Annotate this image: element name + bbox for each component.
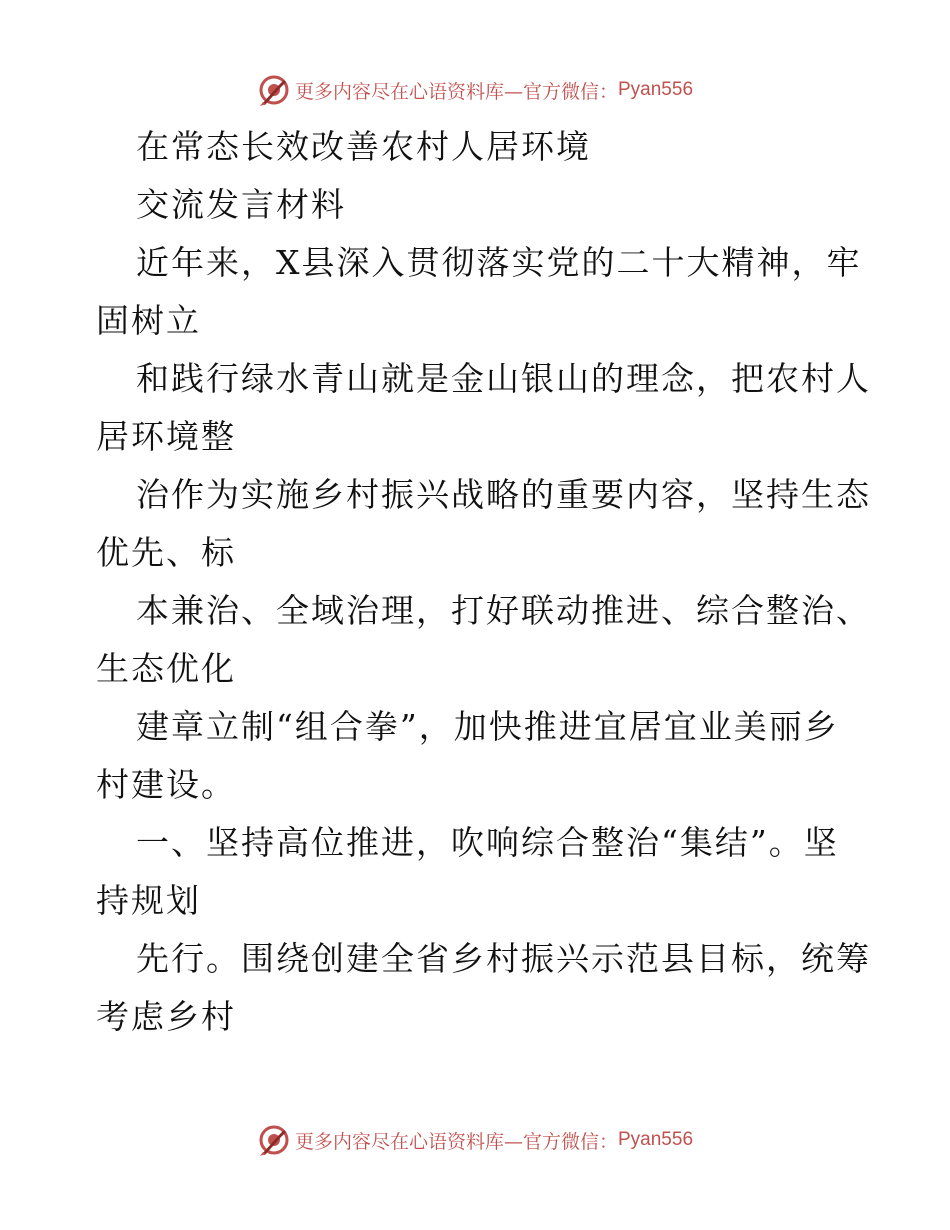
- document-body: [96, 118, 871, 1046]
- footer-watermark: [0, 1120, 950, 1160]
- watermark-text: 更多内容尽在心语资料库—官方微信：: [294, 1130, 618, 1153]
- text-line: 优先、标: [96, 533, 236, 572]
- text-line: 近年来，X县深入贯彻落实党的二十大精神，牢: [136, 243, 862, 282]
- text-line: 治作为实施乡村振兴战略的重要内容，坚持生态: [136, 475, 871, 514]
- watermark-wechat-id: Pyan556: [618, 1129, 694, 1150]
- text-line: 先行。围绕创建全省乡村振兴示范县目标，统筹: [136, 939, 871, 978]
- pen-logo-icon: [257, 73, 291, 107]
- text-line: 在常态长效改善农村人居环境: [136, 127, 591, 166]
- text-line: 交流发言材料: [136, 185, 346, 224]
- text-line: 村建设。: [96, 765, 236, 804]
- watermark-wechat-id: Pyan556: [618, 79, 694, 100]
- text-line: 建章立制“组合拳”，加快推进宜居宜业美丽乡: [136, 707, 839, 746]
- text-line: 和践行绿水青山就是金山银山的理念，把农村人: [136, 359, 871, 398]
- text-line: 固树立: [96, 301, 201, 340]
- pen-logo-icon: [257, 1123, 291, 1157]
- text-line: 持规划: [96, 881, 201, 920]
- watermark-text: 更多内容尽在心语资料库—官方微信：: [294, 80, 618, 103]
- text-line: 生态优化: [96, 649, 236, 688]
- text-line: 一、坚持高位推进，吹响综合整治“集结”。坚: [136, 823, 839, 862]
- text-line: 本兼治、全域治理，打好联动推进、综合整治、: [136, 591, 871, 630]
- header-watermark: [0, 70, 950, 110]
- text-line: 考虑乡村: [96, 997, 236, 1036]
- text-line: 居环境整: [96, 417, 236, 456]
